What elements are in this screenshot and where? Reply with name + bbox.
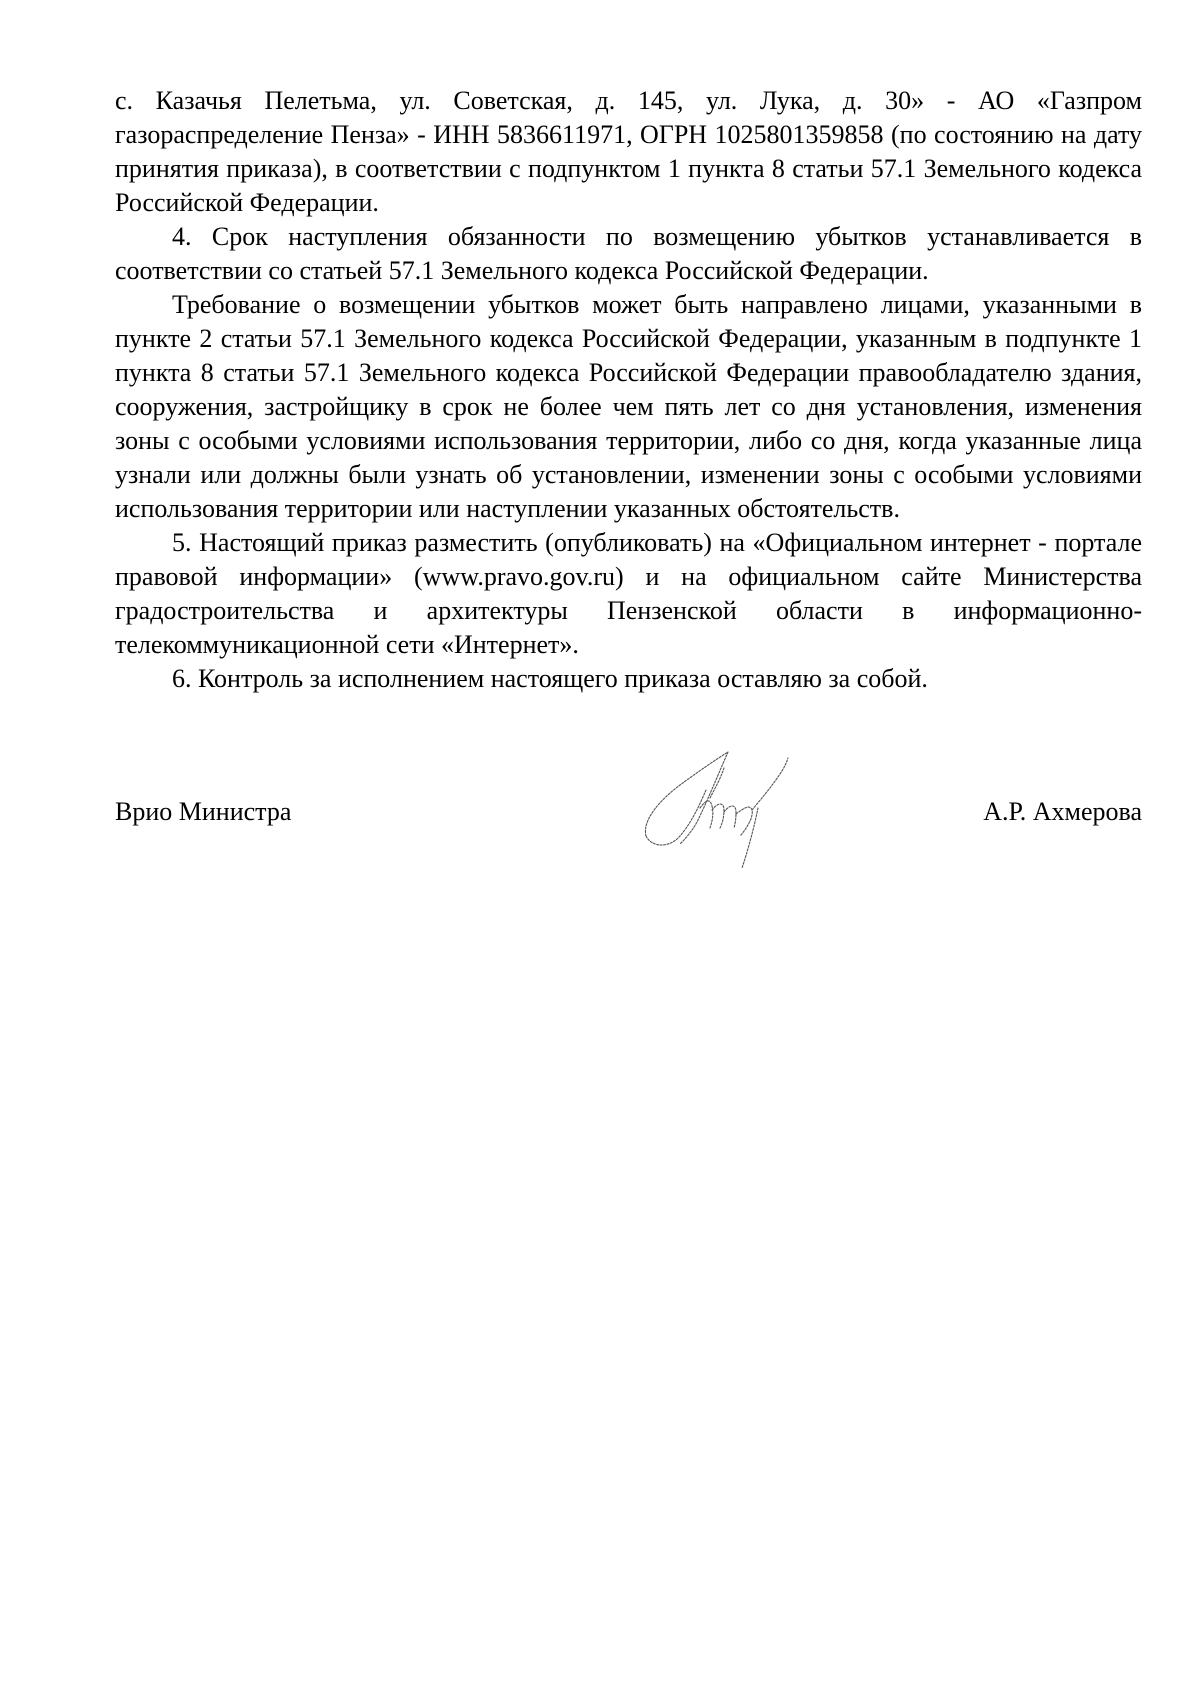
handwritten-signature-icon (640, 740, 805, 875)
document-body (115, 84, 1142, 696)
paragraph-item-5: 5. Настоящий приказ разместить (опубликовать) на «Официальном интернет - портале правовой информации» (www.pravo.gov.ru) и на официальном сайте Министерства градостроительства и архитектуры Пензенской области в информационно-телекоммуникационной сети «Интернет». (115, 528, 1142, 659)
signature-block (115, 795, 1142, 835)
signatory-title: Врио Министра (115, 797, 292, 826)
paragraph-item-4: 4. Срок наступления обязанности по возмещению убытков устанавливается в соответствии со статьей 57.1 Земельного кодекса Российской Федерации. (115, 222, 1142, 285)
paragraph-requirement: Требование о возмещении убытков может быть направлено лицами, указанными в пункте 2 статьи 57.1 Земельного кодекса Российской Федерации, указанным в подпункте 1 пункта 8 статьи 57.1 Земельного кодекса Российской Федерации правообладателю здания, сооружения, застройщику в срок не более чем пять лет со дня установления, изменения зоны с особыми условиями использования территории, либо со дня, когда указанные лица узнали или должны были узнать об установлении, изменении зоны с особыми условиями использования территории или наступлении указанных обстоятельств. (115, 290, 1142, 523)
signatory-name: А.Р. Ахмерова (983, 797, 1142, 826)
paragraph-continuation: с. Казачья Пелетьма, ул. Советская, д. 145, ул. Лука, д. 30» - АО «Газпром газораспределение Пенза» - ИНН 5836611971, ОГРН 1025801359858 (по состоянию на дату принятия приказа), в соответствии с подпунктом 1 пункта 8 статьи 57.1 Земельного кодекса Российской Федерации. (115, 86, 1142, 217)
paragraph-item-6: 6. Контроль за исполнением настоящего приказа оставляю за собой. (172, 664, 928, 693)
